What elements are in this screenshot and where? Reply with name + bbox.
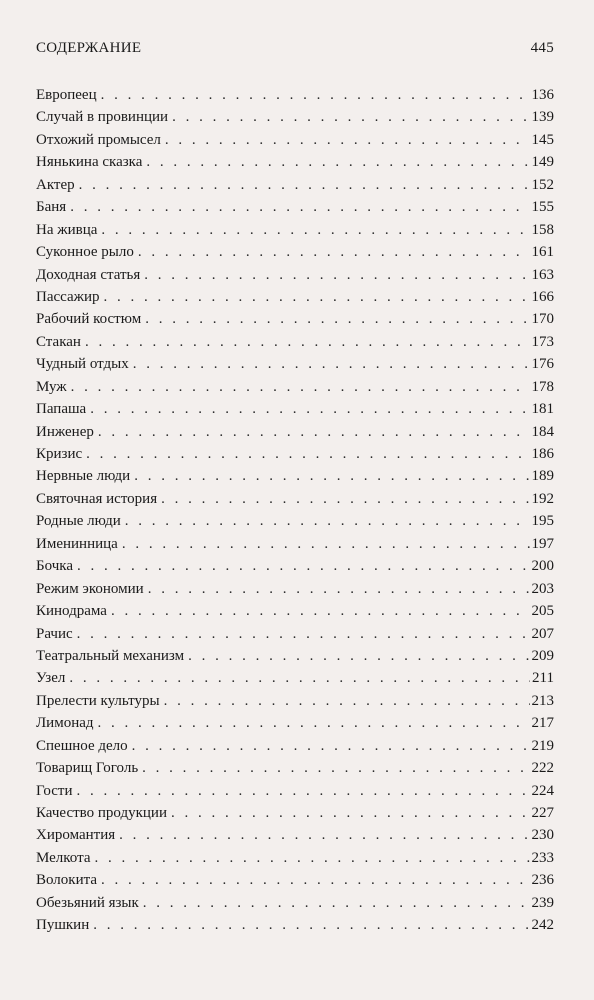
- dot-leader: [125, 510, 530, 532]
- toc-entry: [36, 824, 554, 846]
- toc-entry-title: Святочная история: [36, 490, 158, 507]
- toc-entry-page: 200: [531, 558, 554, 575]
- toc-entry: [36, 892, 554, 914]
- toc-entry: [36, 151, 554, 173]
- dot-leader: [90, 398, 529, 420]
- toc-entry: [36, 488, 554, 510]
- toc-entry-page: 152: [531, 176, 554, 193]
- section-title: СОДЕРЖАНИЕ: [36, 40, 142, 56]
- toc-entry: [36, 533, 554, 555]
- toc-entry: [36, 421, 554, 443]
- dot-leader: [98, 712, 530, 734]
- toc-entry-page: 233: [531, 849, 554, 866]
- dot-leader: [165, 129, 530, 151]
- dot-leader: [71, 376, 530, 398]
- toc-entry-page: 236: [531, 872, 554, 889]
- dot-leader: [86, 443, 529, 465]
- toc-entry: [36, 600, 554, 622]
- toc-entry-page: 219: [531, 737, 554, 754]
- toc-entry-page: 213: [531, 692, 554, 709]
- toc-entry-title: Инженер: [36, 423, 94, 440]
- toc-entry: [36, 510, 554, 532]
- toc-entry-title: Баня: [36, 199, 67, 216]
- toc-entry-title: Именинница: [36, 535, 118, 552]
- toc-entry: [36, 241, 554, 263]
- dot-leader: [171, 802, 530, 824]
- toc-entry-title: Доходная статья: [36, 266, 141, 283]
- dot-leader: [119, 824, 529, 846]
- toc-entry-title: Отхожий промысел: [36, 131, 161, 148]
- toc-entry: [36, 174, 554, 196]
- toc-entry-title: Лимонад: [36, 715, 94, 732]
- dot-leader: [144, 264, 529, 286]
- toc-entry-page: 166: [531, 288, 554, 305]
- toc-entry: [36, 264, 554, 286]
- toc-entry-title: Актер: [36, 176, 75, 193]
- toc-entry-title: Суконное рыло: [36, 244, 134, 261]
- toc-entry-page: 207: [531, 625, 554, 642]
- toc-entry: [36, 735, 554, 757]
- dot-leader: [142, 757, 529, 779]
- toc-entry-title: Товарищ Гоголь: [36, 760, 139, 777]
- toc-entry-page: 209: [531, 647, 554, 664]
- toc-entry-title: Случай в провинции: [36, 109, 169, 126]
- toc-entry-page: 161: [531, 244, 554, 261]
- dot-leader: [70, 196, 529, 218]
- toc-entry: [36, 780, 554, 802]
- dot-leader: [111, 600, 530, 622]
- toc-entry-title: Волокита: [36, 872, 98, 889]
- dot-leader: [145, 308, 529, 330]
- toc-entry-page: 189: [531, 468, 554, 485]
- toc-entry-page: 173: [531, 333, 554, 350]
- dot-leader: [188, 645, 529, 667]
- toc-entry: [36, 578, 554, 600]
- toc-entry-title: На живца: [36, 221, 98, 238]
- toc-entry: [36, 443, 554, 465]
- dot-leader: [77, 555, 530, 577]
- toc-entry: [36, 847, 554, 869]
- toc-entry: [36, 914, 554, 936]
- table-of-contents: [36, 84, 554, 937]
- dot-leader: [104, 286, 530, 308]
- toc-entry-page: 211: [532, 670, 554, 687]
- toc-entry: [36, 555, 554, 577]
- toc-entry-title: Пушкин: [36, 917, 90, 934]
- dot-leader: [101, 84, 530, 106]
- toc-entry: [36, 869, 554, 891]
- toc-entry-page: 158: [531, 221, 554, 238]
- dot-leader: [138, 241, 530, 263]
- toc-entry: [36, 106, 554, 128]
- toc-entry: [36, 645, 554, 667]
- toc-entry: [36, 690, 554, 712]
- dot-leader: [148, 578, 530, 600]
- toc-entry: [36, 129, 554, 151]
- toc-entry-title: Нервные люди: [36, 468, 131, 485]
- toc-entry: [36, 331, 554, 353]
- dot-leader: [134, 465, 529, 487]
- dot-leader: [161, 488, 529, 510]
- dot-leader: [132, 735, 530, 757]
- toc-entry-page: 139: [531, 109, 554, 126]
- toc-entry-page: 192: [531, 490, 554, 507]
- toc-entry: [36, 667, 554, 689]
- toc-entry-title: Папаша: [36, 401, 87, 418]
- toc-entry-title: Мелкота: [36, 849, 91, 866]
- toc-entry-page: 195: [531, 513, 554, 530]
- toc-entry-page: 163: [531, 266, 554, 283]
- toc-entry-title: Пассажир: [36, 288, 100, 305]
- toc-entry-page: 239: [531, 894, 554, 911]
- dot-leader: [98, 421, 530, 443]
- dot-leader: [93, 914, 529, 936]
- dot-leader: [85, 331, 530, 353]
- toc-entry: [36, 623, 554, 645]
- toc-entry-page: 203: [531, 580, 554, 597]
- toc-entry-page: 242: [531, 917, 554, 934]
- toc-entry-page: 145: [531, 131, 554, 148]
- toc-entry: [36, 712, 554, 734]
- toc-entry-title: Обезьяний язык: [36, 894, 139, 911]
- toc-entry-page: 217: [531, 715, 554, 732]
- toc-entry-title: Рачис: [36, 625, 73, 642]
- toc-entry-page: 224: [531, 782, 554, 799]
- toc-entry-page: 178: [531, 378, 554, 395]
- toc-entry: [36, 84, 554, 106]
- toc-entry-title: Рабочий костюм: [36, 311, 142, 328]
- toc-entry-title: Стакан: [36, 333, 81, 350]
- toc-entry: [36, 465, 554, 487]
- toc-entry-page: 155: [531, 199, 554, 216]
- toc-entry: [36, 353, 554, 375]
- dot-leader: [122, 533, 530, 555]
- toc-entry-page: 186: [531, 446, 554, 462]
- dot-leader: [95, 847, 530, 869]
- toc-entry: [36, 219, 554, 241]
- toc-entry-page: 181: [531, 401, 554, 418]
- toc-entry-title: Чудный отдых: [36, 356, 129, 373]
- dot-leader: [101, 219, 529, 241]
- toc-entry: [36, 802, 554, 824]
- page-number: 445: [530, 40, 554, 56]
- toc-entry-title: Нянькина сказка: [36, 154, 143, 171]
- toc-entry: [36, 286, 554, 308]
- toc-entry-page: 230: [531, 827, 554, 844]
- toc-entry-page: 149: [531, 154, 554, 171]
- toc-entry-page: 136: [531, 87, 554, 103]
- toc-entry-title: Театральный механизм: [36, 647, 185, 664]
- toc-entry-title: Европеец: [36, 87, 97, 103]
- toc-entry-title: Хиромантия: [36, 827, 116, 844]
- toc-entry-title: Узел: [36, 670, 66, 687]
- toc-entry-title: Режим экономии: [36, 580, 144, 597]
- toc-entry-page: 184: [531, 423, 554, 440]
- dot-leader: [143, 892, 530, 914]
- toc-entry-page: 176: [531, 356, 554, 373]
- toc-entry: [36, 308, 554, 330]
- dot-leader: [101, 869, 529, 891]
- toc-entry-title: Кризис: [36, 446, 83, 462]
- running-head: [36, 40, 554, 62]
- toc-entry: [36, 398, 554, 420]
- toc-entry-title: Гости: [36, 782, 73, 799]
- toc-entry-page: 197: [531, 535, 554, 552]
- toc-entry-title: Муж: [36, 378, 67, 395]
- toc-entry-title: Прелести культуры: [36, 692, 160, 709]
- toc-entry-title: Родные люди: [36, 513, 121, 530]
- toc-entry: [36, 757, 554, 779]
- dot-leader: [69, 667, 530, 689]
- toc-entry: [36, 196, 554, 218]
- toc-entry-page: 222: [531, 760, 554, 777]
- dot-leader: [172, 106, 529, 128]
- toc-entry-page: 170: [531, 311, 554, 328]
- dot-leader: [76, 780, 529, 802]
- toc-entry-page: 227: [531, 805, 554, 821]
- dot-leader: [79, 174, 530, 196]
- dot-leader: [164, 690, 530, 712]
- dot-leader: [146, 151, 529, 173]
- toc-entry: [36, 376, 554, 398]
- dot-leader: [133, 353, 530, 375]
- toc-entry-title: Бочка: [36, 558, 73, 575]
- dot-leader: [77, 623, 530, 645]
- toc-entry-title: Спешное дело: [36, 737, 128, 754]
- toc-entry-title: Кинодрама: [36, 603, 107, 620]
- toc-entry-title: Качество продукции: [36, 805, 167, 821]
- toc-entry-page: 205: [531, 603, 554, 620]
